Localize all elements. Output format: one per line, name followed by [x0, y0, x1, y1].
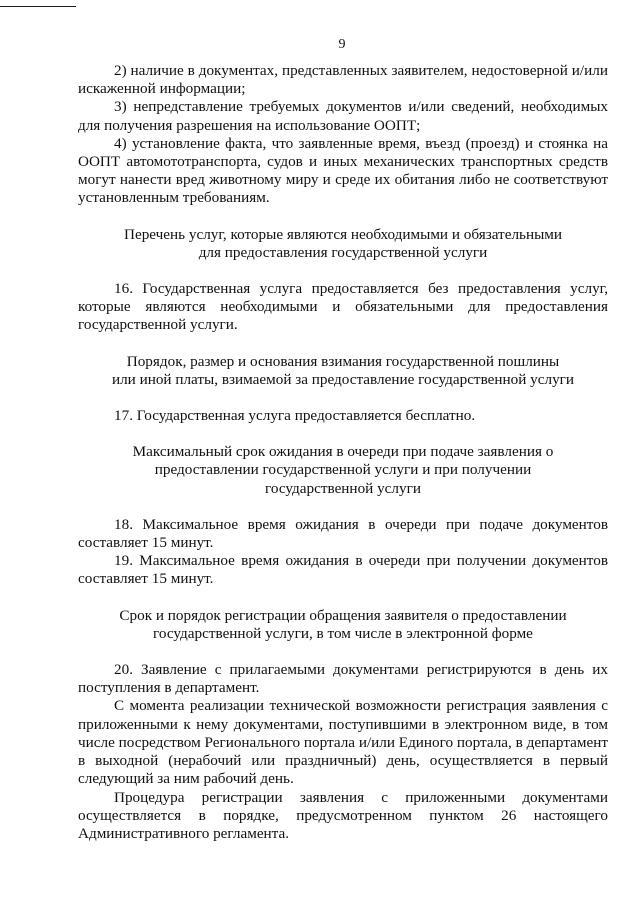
top-corner-rule	[0, 6, 76, 7]
section-heading-services: Перечень услуг, которые являются необходимыми и обязательными для предоставления государственной услуги	[123, 225, 563, 261]
paragraph-registration-procedure: Процедура регистрации заявления с приложенными документами осуществляется в порядке, предусмотренном пунктом 26 настоящего Административного регламента.	[78, 788, 608, 842]
paragraph-item-4: 4) установление факта, что заявленные время, въезд (проезд) и стоянка на ООПТ автомототранспорта, судов и иных механических транспортных средств могут нанести вред животному миру и среде их обитания либо не соответствуют установленным требованиям.	[78, 134, 608, 207]
paragraph-20: 20. Заявление с прилагаемыми документами регистрируются в день их поступления в департамент.	[78, 661, 608, 697]
paragraph-18: 18. Максимальное время ожидания в очереди при подаче документов составляет 15 минут.	[78, 515, 608, 552]
paragraph-item-3: 3) непредставление требуемых документов и/или сведений, необходимых для получения разрешения на использование ООПТ;	[78, 98, 608, 134]
paragraph-16: 16. Государственная услуга предоставляется без предоставления услуг, которые являются необходимыми и обязательными для предоставления государственной услуги.	[78, 280, 608, 334]
section-heading-fee: Порядок, размер и основания взимания государственной пошлины или иной платы, взимаемой за предоставление государственной услуги	[111, 352, 575, 388]
paragraph-item-2: 2) наличие в документах, представленных заявителем, недостоверной и/или искаженной информации;	[78, 62, 608, 98]
document-body	[78, 62, 608, 843]
page-number: 9	[338, 37, 346, 52]
paragraph-electronic-registration: С момента реализации технической возможности регистрация заявления с приложенными к нему документами, поступившими в электронном виде, в том числе посредством Регионального портала и/или Единого портала, в департамент в выходной (нерабочий или праздничный) день, осуществляется в первый следующий за ним рабочий день.	[78, 697, 608, 788]
paragraph-17: 17. Государственная услуга предоставляется бесплатно.	[114, 407, 476, 425]
section-heading-registration: Срок и порядок регистрации обращения заявителя о предоставлении государственной услуги, в том числе в электронной форме	[119, 606, 567, 642]
section-heading-queue-time: Максимальный срок ожидания в очереди при подаче заявления о предоставлении государственной услуги и при получении государственной услуги	[132, 443, 554, 497]
paragraph-19: 19. Максимальное время ожидания в очереди при получении документов составляет 15 минут.	[78, 552, 608, 588]
